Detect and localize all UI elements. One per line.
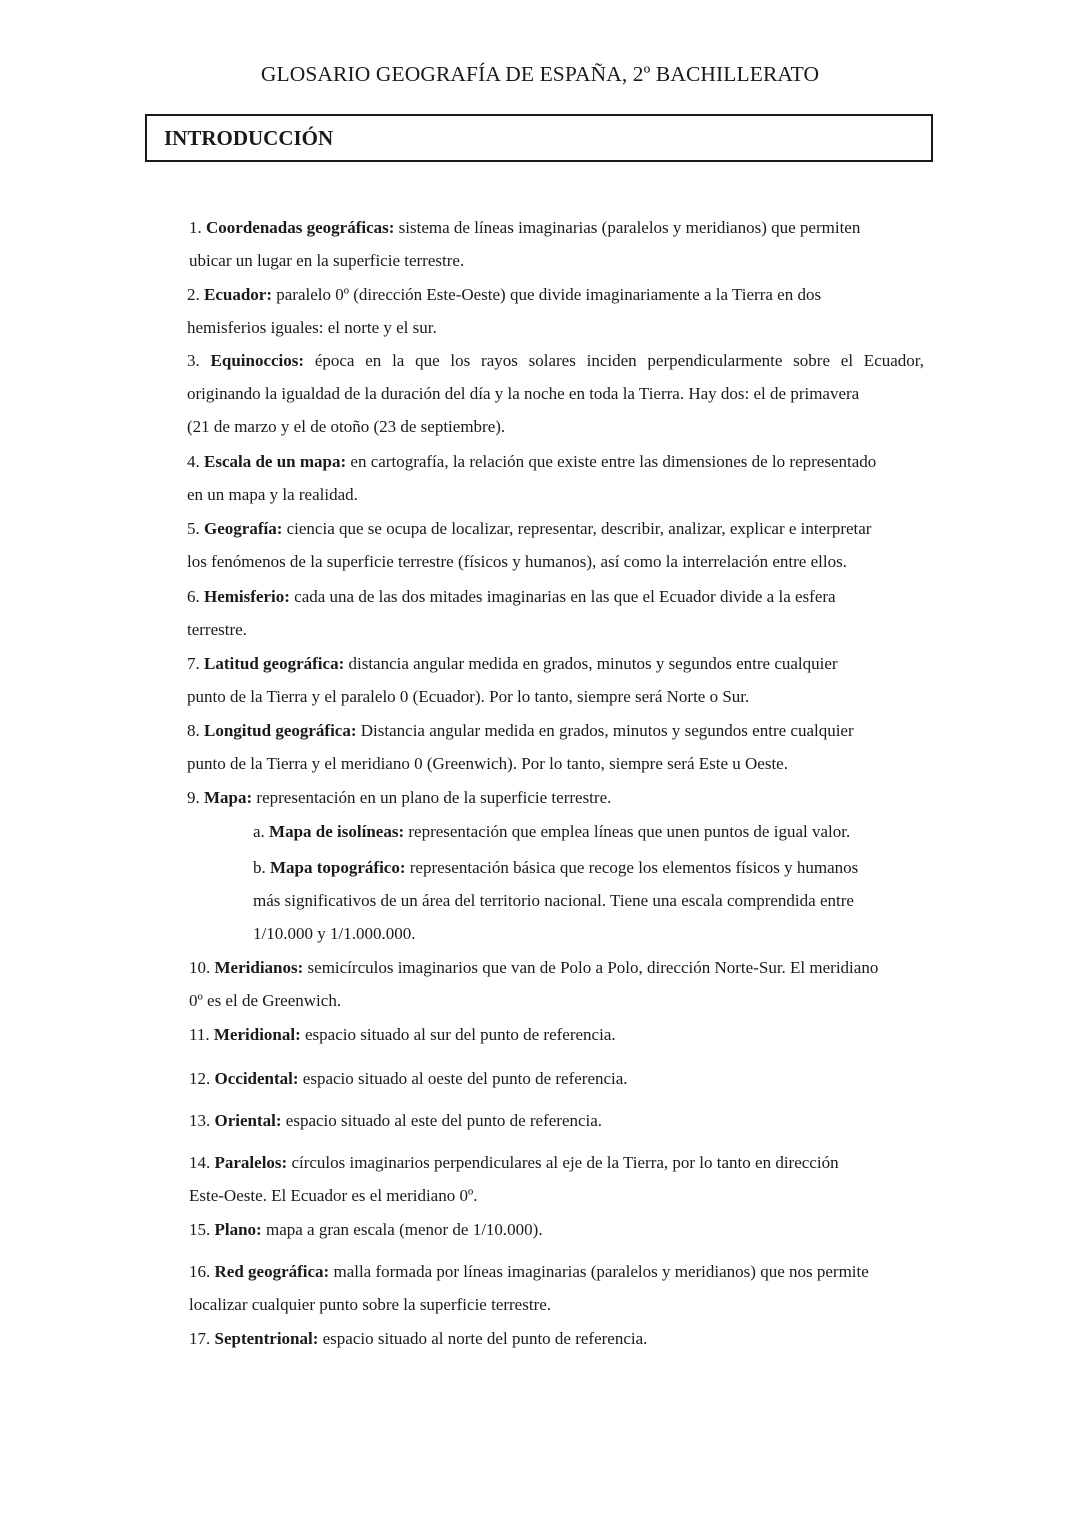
entry-text: sistema de líneas imaginarias (paralelos y meridianos) que permiten — [398, 218, 861, 237]
entry-text: originando la igualdad de la duración del día y la noche en toda la Tierra. Hay dos: el de primavera — [187, 384, 860, 403]
entry-term: Latitud geográfica: — [204, 654, 345, 673]
entry-term: Meridianos: — [214, 958, 304, 977]
entry-term: Red geográfica: — [214, 1262, 330, 1281]
entry-text: 0º es el de Greenwich. — [189, 991, 342, 1010]
glossary-subentry-9a — [253, 815, 923, 848]
entry-text: espacio situado al oeste del punto de referencia. — [302, 1069, 628, 1088]
entry-text: localizar cualquier punto sobre la superficie terrestre. — [189, 1295, 552, 1314]
entry-term: Geografía: — [204, 519, 283, 538]
glossary-entry-17 — [189, 1322, 929, 1355]
entry-number: 3. — [187, 351, 200, 370]
entry-number: 4. — [187, 452, 200, 471]
entry-text: representación que emplea líneas que unen puntos de igual valor. — [408, 822, 851, 841]
entry-number: 2. — [187, 285, 200, 304]
entry-text: hemisferios iguales: el norte y el sur. — [187, 318, 437, 337]
entry-number: a. — [253, 822, 265, 841]
entry-text: espacio situado al este del punto de referencia. — [285, 1111, 603, 1130]
entry-text: punto de la Tierra y el paralelo 0 (Ecuador). Por lo tanto, siempre será Norte o Sur. — [187, 687, 750, 706]
section-header-box — [145, 114, 933, 162]
entry-text: espacio situado al sur del punto de referencia. — [305, 1025, 616, 1044]
entry-text: distancia angular medida en grados, minutos y segundos entre cualquier — [348, 654, 838, 673]
glossary-entry-11 — [189, 1018, 929, 1051]
entry-text: Este-Oeste. El Ecuador es el meridiano 0º. — [189, 1186, 478, 1205]
entry-number: 16. — [189, 1262, 211, 1281]
entry-text: (21 de marzo y el de otoño (23 de septiembre). — [187, 417, 506, 436]
entry-number: 5. — [187, 519, 200, 538]
glossary-entry-10 — [189, 951, 929, 1017]
entry-text: espacio situado al norte del punto de referencia. — [322, 1329, 648, 1348]
entry-term: Mapa de isolíneas: — [269, 822, 405, 841]
entry-number: 6. — [187, 587, 200, 606]
entry-number: 12. — [189, 1069, 211, 1088]
entry-term: Plano: — [214, 1220, 262, 1239]
entry-term: Septentrional: — [214, 1329, 319, 1348]
entry-term: Mapa: — [204, 788, 253, 807]
entry-term: Escala de un mapa: — [204, 452, 347, 471]
entry-text: en un mapa y la realidad. — [187, 485, 358, 504]
entry-term: Coordenadas geográficas: — [206, 218, 395, 237]
entry-number: 15. — [189, 1220, 211, 1239]
glossary-entry-4 — [187, 445, 927, 511]
glossary-entry-12 — [189, 1062, 929, 1095]
entry-text: mapa a gran escala (menor de 1/10.000). — [265, 1220, 543, 1239]
section-title: INTRODUCCIÓN — [164, 126, 334, 150]
entry-text: ciencia que se ocupa de localizar, representar, describir, analizar, explicar e interpretar — [286, 519, 872, 538]
entry-term: Paralelos: — [214, 1153, 288, 1172]
glossary-entry-8 — [187, 714, 927, 780]
entry-term: Longitud geográfica: — [204, 721, 357, 740]
glossary-entry-6 — [187, 580, 927, 646]
entry-term: Occidental: — [214, 1069, 299, 1088]
entry-text: época en la que los rayos solares inciden perpendicularmente sobre el Ecuador, — [314, 351, 925, 370]
entry-text: ubicar un lugar en la superficie terrestre. — [189, 251, 465, 270]
entry-term: Mapa topográfico: — [270, 858, 406, 877]
entry-text: los fenómenos de la superficie terrestre (físicos y humanos), así como la interrelación entre ellos. — [187, 552, 847, 571]
glossary-entry-2 — [187, 278, 927, 344]
entry-text: representación en un plano de la superficie terrestre. — [256, 788, 612, 807]
entry-number: 10. — [189, 958, 211, 977]
entry-text: 1/10.000 y 1/1.000.000. — [253, 924, 416, 943]
entry-number: 13. — [189, 1111, 211, 1130]
entry-text: círculos imaginarios perpendiculares al eje de la Tierra, por lo tanto en dirección — [291, 1153, 839, 1172]
entry-term: Equinoccios: — [210, 351, 305, 370]
entry-term: Oriental: — [214, 1111, 282, 1130]
glossary-subentry-9b — [253, 851, 923, 950]
entry-number: 14. — [189, 1153, 211, 1172]
entry-number: 8. — [187, 721, 200, 740]
entry-number: 11. — [189, 1025, 210, 1044]
glossary-entry-14 — [189, 1146, 929, 1212]
entry-text: semicírculos imaginarios que van de Polo a Polo, dirección Norte-Sur. El meridiano — [307, 958, 879, 977]
glossary-entry-3 — [187, 344, 924, 443]
entry-number: 17. — [189, 1329, 211, 1348]
entry-text: paralelo 0º (dirección Este-Oeste) que divide imaginariamente a la Tierra en dos — [276, 285, 822, 304]
entry-number: 9. — [187, 788, 200, 807]
entry-term: Meridional: — [213, 1025, 301, 1044]
entry-term: Hemisferio: — [204, 587, 290, 606]
glossary-entry-5 — [187, 512, 927, 578]
entry-number: 7. — [187, 654, 200, 673]
entry-text: cada una de las dos mitades imaginarias en las que el Ecuador divide a la esfera — [294, 587, 836, 606]
entry-number: b. — [253, 858, 266, 877]
document-title: GLOSARIO GEOGRAFÍA DE ESPAÑA, 2º BACHILLERATO — [260, 62, 820, 86]
entry-text: representación básica que recoge los elementos físicos y humanos — [409, 858, 859, 877]
entry-number: 1. — [189, 218, 202, 237]
entry-text: terrestre. — [187, 620, 247, 639]
entry-text: en cartografía, la relación que existe entre las dimensiones de lo representado — [350, 452, 877, 471]
glossary-entry-13 — [189, 1104, 929, 1137]
entry-text: Distancia angular medida en grados, minutos y segundos entre cualquier — [360, 721, 854, 740]
entry-term: Ecuador: — [204, 285, 272, 304]
entry-text: malla formada por líneas imaginarias (paralelos y meridianos) que nos permite — [333, 1262, 869, 1281]
glossary-entry-7 — [187, 647, 927, 713]
entry-text: más significativos de un área del territorio nacional. Tiene una escala comprendida entre — [253, 891, 854, 910]
glossary-entry-9 — [187, 781, 927, 814]
glossary-entry-16 — [189, 1255, 929, 1321]
glossary-entry-15 — [189, 1213, 929, 1246]
glossary-entry-1 — [189, 211, 909, 277]
entry-text: punto de la Tierra y el meridiano 0 (Greenwich). Por lo tanto, siempre será Este u Oeste. — [187, 754, 788, 773]
